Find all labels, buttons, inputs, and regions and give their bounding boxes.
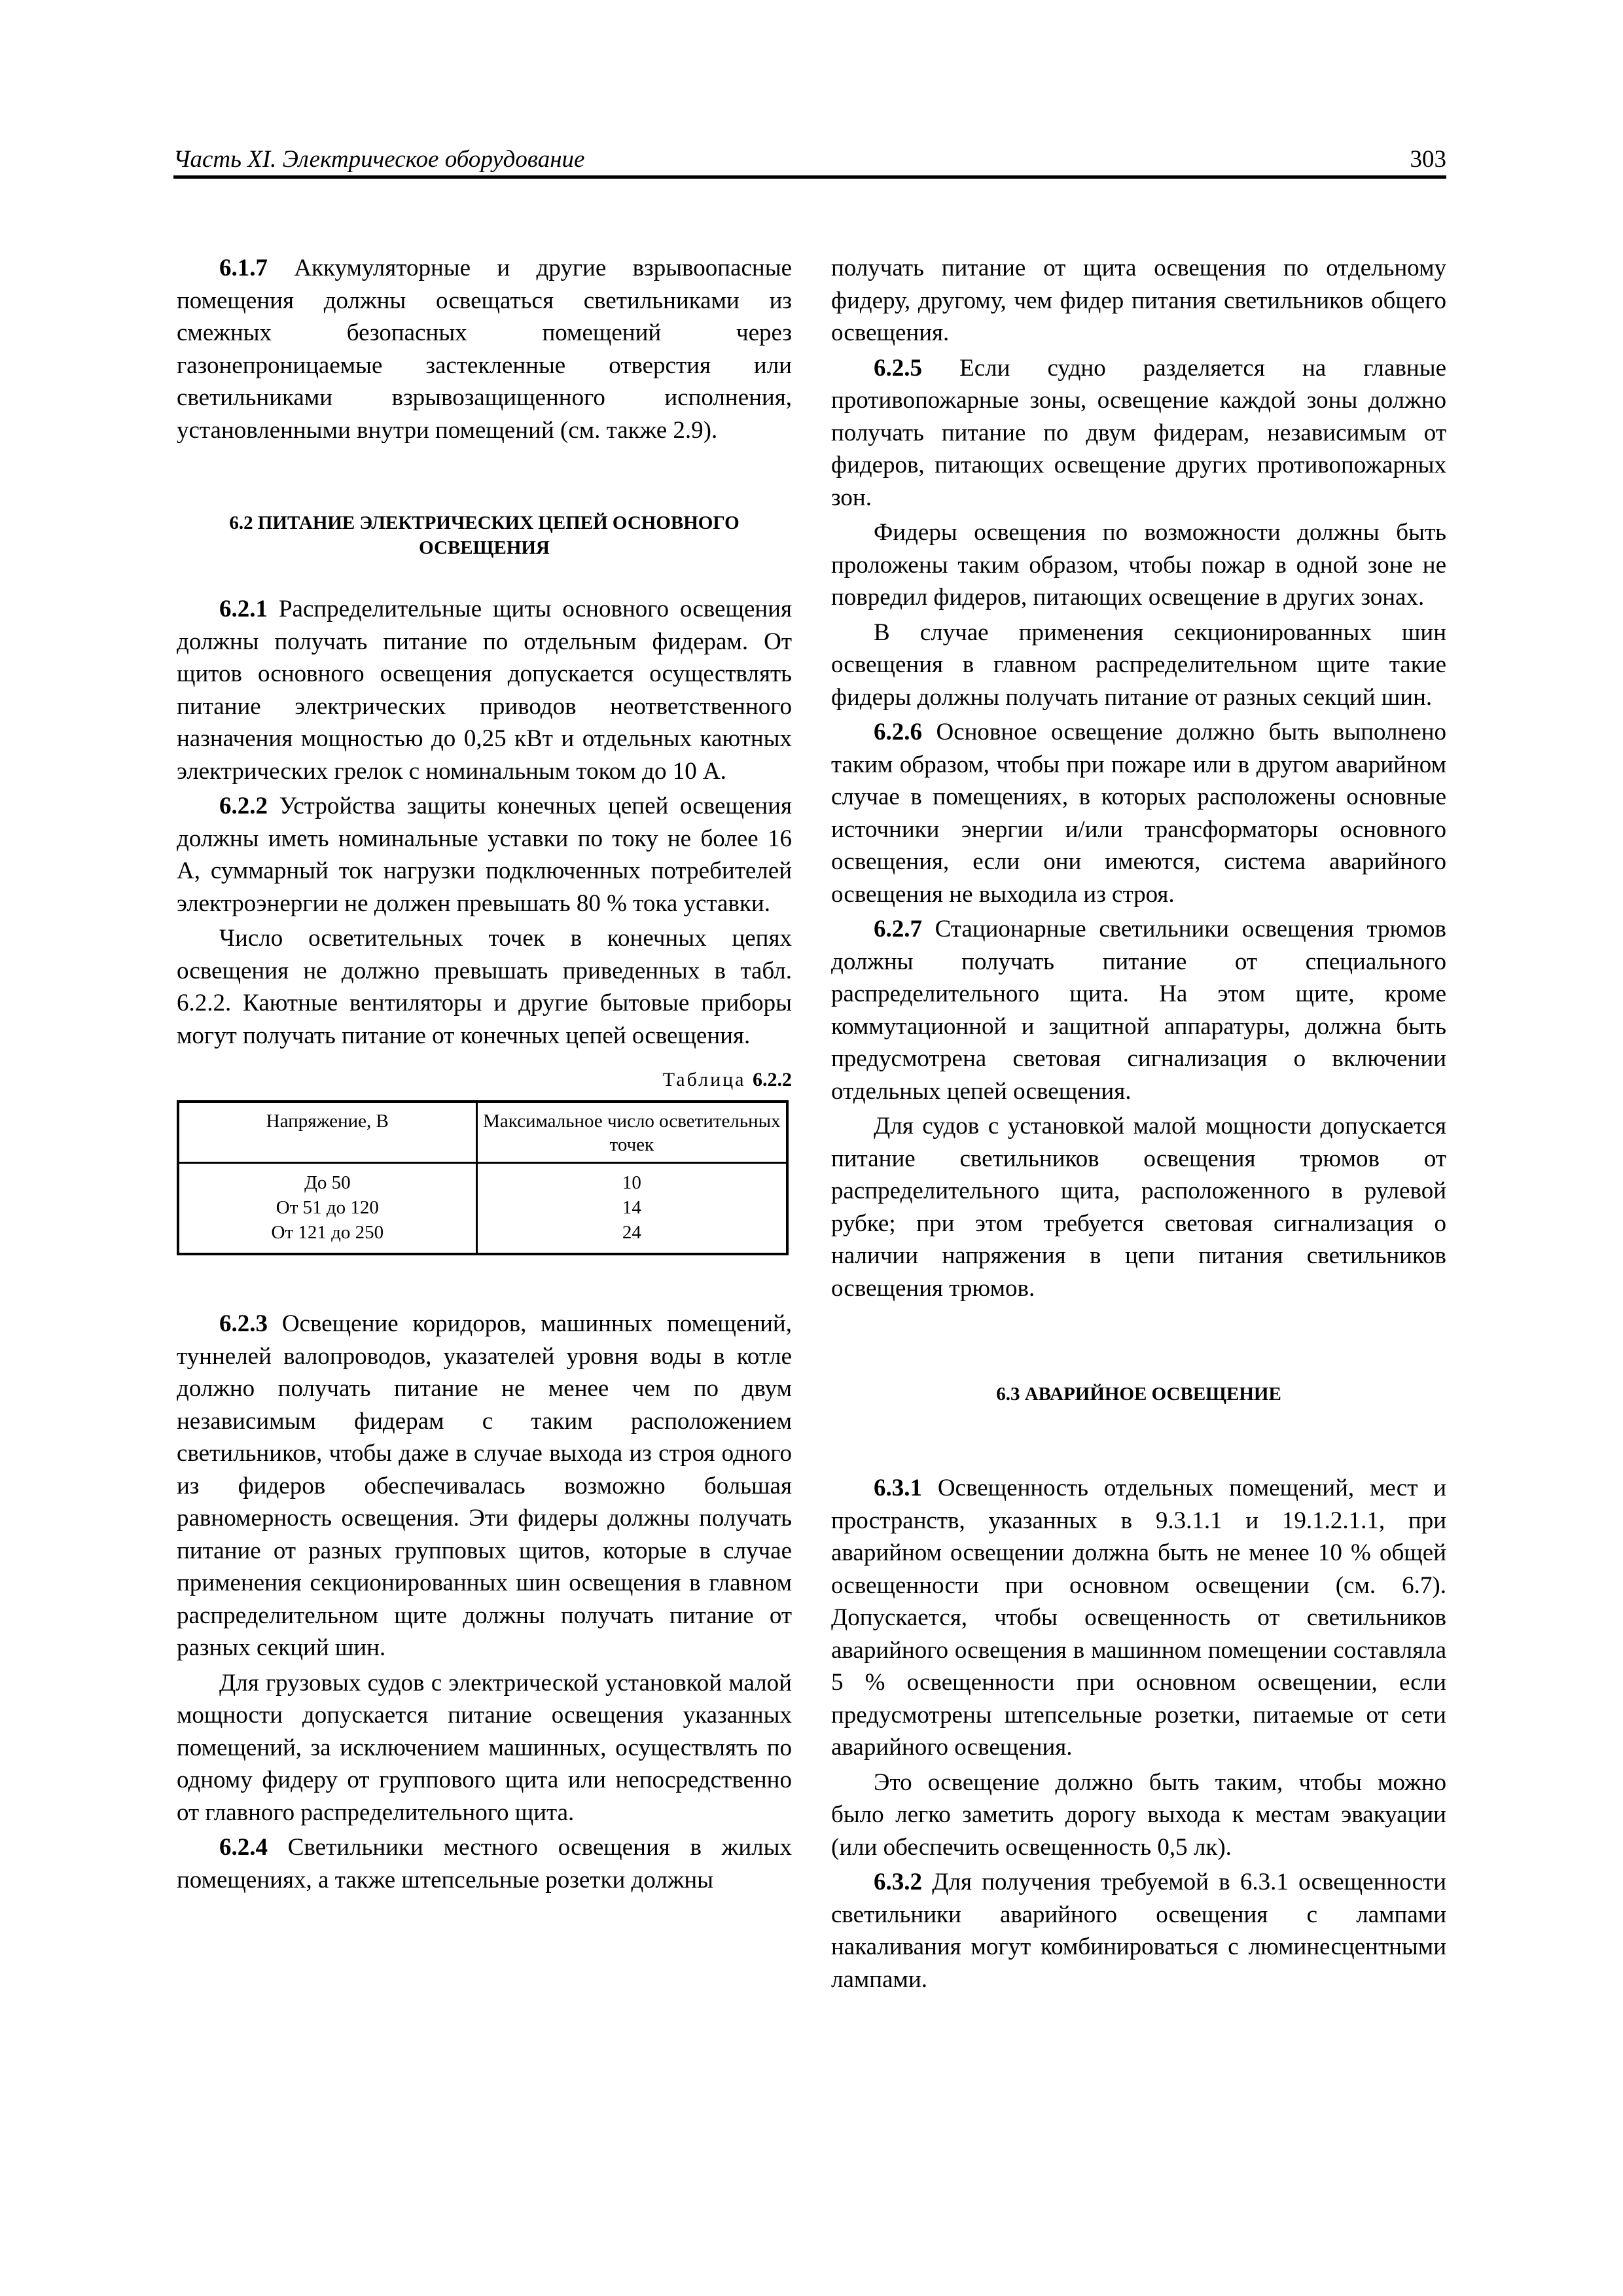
clause-text: Освещение коридоров, машинных помещений, туннелей валопроводов, указателей уровня воды в котле должно получать питание не менее чем по двум независимым фидерам с таким расположением светильников, чтобы даже в случае выхода из строя одного из фидеров обеспечивалась возможно большая равномерность освещения. Эти фидеры должны получать питание от разных групповых щитов, которые в случае применения секционированных шин освещения в главном распределительном щите должны получать питание от разных секций шин. bbox=[177, 1310, 792, 1661]
table-row bbox=[178, 1163, 787, 1196]
paragraph-6-1-7 bbox=[177, 252, 792, 446]
table-cell: 24 bbox=[622, 1222, 641, 1243]
clause-text: Если судно разделяется на главные противопожарные зоны, освещение каждой зоны должно получать питание по двум фидерам, независимым от фидеров, питающих освещение других противопожарных зон. bbox=[831, 354, 1446, 511]
table-6-2-2 bbox=[177, 1100, 789, 1255]
clause-text: Светильники местного освещения в жилых помещениях, а также штепсельные розетки должны bbox=[177, 1834, 792, 1893]
table-cell: От 51 до 120 bbox=[178, 1195, 476, 1220]
paragraph-6-2-5 bbox=[831, 352, 1446, 514]
clause-text: Распределительные щиты основного освещения должны получать питание по отдельным фидерам. От щитов основного освещения допускается осуществлять питание электрических приводов неответственного назначения мощностью до 0,25 кВт и отдельных каютных электрических грелок с номинальным током до 10 А. bbox=[177, 596, 792, 785]
right-column bbox=[831, 252, 1446, 1996]
table-caption-number: 6.2.2 bbox=[753, 1069, 792, 1090]
paragraph-6-2-3 bbox=[177, 1308, 792, 1664]
paragraph-6-2-7 bbox=[831, 913, 1446, 1107]
table-cell: От 121 до 250 bbox=[178, 1220, 476, 1254]
clause-number: 6.2.6 bbox=[874, 719, 922, 745]
clause-number: 6.2.3 bbox=[219, 1310, 268, 1337]
paragraph-6-2-2 bbox=[177, 790, 792, 920]
paragraph-6-2-4 bbox=[177, 1831, 792, 1896]
paragraph-6-2-6 bbox=[831, 716, 1446, 910]
table-header-max-points: Максимальное число осветительных точек bbox=[476, 1102, 787, 1163]
clause-text: Для получения требуемой в 6.3.1 освещенности светильники аварийного освещения с лампами накаливания могут комбинироваться с люминесцентными лампами. bbox=[831, 1869, 1446, 1993]
running-header-title: Часть XI. Электрическое оборудование bbox=[173, 146, 585, 173]
paragraph-6-2-1 bbox=[177, 593, 792, 787]
clause-text: Освещенность отдельных помещений, мест и пространств, указанных в 9.3.1.1 и 19.1.2.1.1, при аварийном освещении должна быть не менее 10 % общей освещенности при основном освещении (см. 6.7). Допускается, чтобы освещенность от светильников аварийного освещения в машинном помещении составляла 5 % освещенности при основном освещении, если предусмотрены штепсельные розетки, питаемые от сети аварийного освещения. bbox=[831, 1475, 1446, 1761]
paragraph-6-3-2 bbox=[831, 1866, 1446, 1996]
clause-number: 6.2.5 bbox=[874, 354, 922, 382]
paragraph-6-2-5-feeders: Фидеры освещения по возможности должны быть проложены таким образом, чтобы пожар в одной зоне не повредил фидеров, питающих освещение в других зонах. bbox=[831, 519, 1446, 611]
clause-number: 6.3.2 bbox=[874, 1869, 922, 1895]
paragraph-6-3-1 bbox=[831, 1472, 1446, 1764]
clause-number: 6.2.1 bbox=[219, 596, 268, 622]
paragraph-6-2-4-continued: получать питание от щита освещения по отдельному фидеру, другому, чем фидер питания светильников общего освещения. bbox=[831, 255, 1446, 346]
paragraph-6-2-5-sections: В случае применения секционированных шин освещения в главном распределительном щите такие фидеры должны получать питание от разных секций шин. bbox=[831, 619, 1446, 711]
table-cell: 14 bbox=[622, 1197, 641, 1218]
running-header bbox=[173, 145, 1446, 177]
clause-number: 6.2.7 bbox=[874, 916, 922, 942]
clause-text: Стационарные светильники освещения трюмов должны получать питание от специального распределительного щита. На этом щите, кроме коммутационной и защитной аппаратуры, должна быть предусмотрена световая сигнализация о включении отдельных цепей освещения. bbox=[831, 916, 1446, 1105]
table-caption-word: Таблица bbox=[662, 1069, 746, 1090]
table-cell: 10 bbox=[622, 1172, 641, 1193]
clause-text: Основное освещение должно быть выполнено таким образом, чтобы при пожаре или в другом аварийном случае в помещениях, в которых расположены основные источники энергии и/или трансформаторы основного освещения, если они имеются, система аварийного освещения не выходила из строя. bbox=[831, 719, 1446, 908]
paragraph-6-2-7-note: Для судов с установкой малой мощности допускается питание светильников освещения трюмов от распределительного щита, расположенного в рулевой рубке; при этом требуется световая сигнализация о наличии напряжения в цепи питания светильников освещения трюмов. bbox=[831, 1113, 1446, 1302]
header-rule bbox=[173, 175, 1446, 179]
clause-number: 6.1.7 bbox=[219, 255, 268, 281]
section-6-2-heading: 6.2 ПИТАНИЕ ЭЛЕКТРИЧЕСКИХ ЦЕПЕЙ ОСНОВНОГО ОСВЕЩЕНИЯ bbox=[229, 512, 740, 558]
section-6-3-heading: 6.3 АВАРИЙНОЕ ОСВЕЩЕНИЕ bbox=[996, 1384, 1281, 1405]
clause-text: Аккумуляторные и другие взрывоопасные помещения должны освещаться светильниками из смежных безопасных помещений через газонепроницаемые застекленные отверстия или светильниками взрывозащищенного исполнения, установленными внутри помещений (см. также 2.9). bbox=[177, 255, 792, 444]
paragraph-6-2-2-note: Число осветительных точек в конечных цепях освещения не должно превышать приведенных в табл. 6.2.2. Каютные вентиляторы и другие бытовые приборы могут получать питание от конечных цепей освещения. bbox=[177, 925, 792, 1049]
clause-number: 6.2.4 bbox=[219, 1834, 268, 1861]
clause-number: 6.3.1 bbox=[874, 1475, 922, 1501]
table-row bbox=[178, 1195, 787, 1220]
page-number: 303 bbox=[1410, 146, 1446, 173]
paragraph-6-3-1-note: Это освещение должно быть таким, чтобы можно было легко заметить дорогу выхода к местам эвакуации (или обеспечить освещенность 0,5 лк). bbox=[831, 1768, 1446, 1861]
clause-number: 6.2.2 bbox=[219, 793, 268, 819]
clause-text: Устройства защиты конечных цепей освещения должны иметь номинальные уставки по току не более 16 А, суммарный ток нагрузки подключенных потребителей электроэнергии не должен превышать 80 % тока уставки. bbox=[177, 793, 792, 917]
left-column bbox=[177, 252, 792, 1896]
table-caption bbox=[177, 1069, 792, 1091]
table-cell: До 50 bbox=[178, 1163, 476, 1196]
table-header-voltage: Напряжение, В bbox=[178, 1102, 476, 1163]
table-row bbox=[178, 1220, 787, 1254]
paragraph-6-2-3-note: Для грузовых судов с электрической установкой малой мощности допускается питание освещения указанных помещений, за исключением машинных, осуществлять по одному фидеру от группового щита или непосредственно от главного распределительного щита. bbox=[177, 1669, 792, 1826]
